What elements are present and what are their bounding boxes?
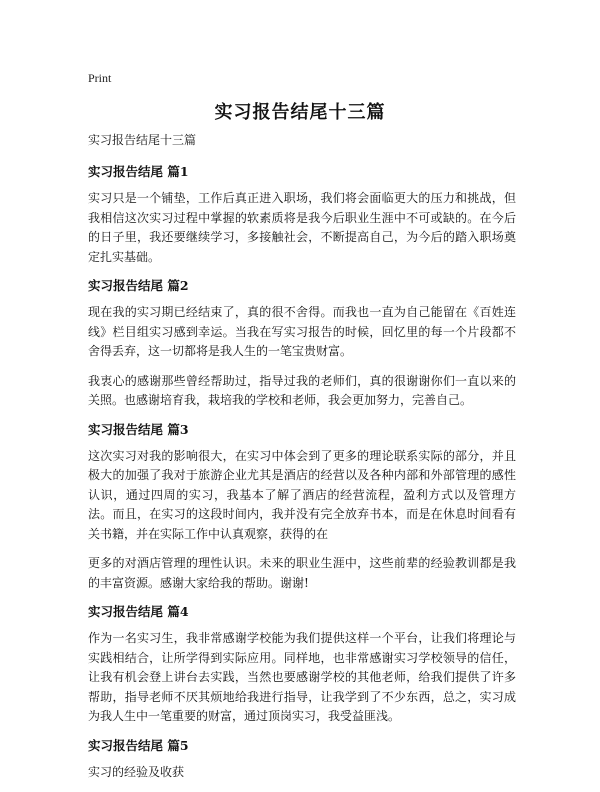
paragraph: 我衷心的感谢那些曾经帮助过，指导过我的老师们，真的很谢谢你们一直以来的关照。也感谢培育我，栽培我的学校和老师，我会更加努力，完善自己。 (88, 373, 516, 407)
paragraph: 实习的经验及收获 (88, 764, 185, 779)
section-4 (88, 603, 516, 727)
paragraph: 作为一名实习生，我非常感谢学校能为我们提供这样一个平台，让我们将理论与实践相结合，让所学得到实际应用。同样地，也非常感谢实习学校领导的信任，让我有机会登上讲台去实践，当然也要感谢学校的其他老师，给我们提供了许多帮助，指导老师不厌其烦地给我进行指导，让我学到了不少东西，总之，实习成为我人生中一笔重要的财富，通过顶岗实习，我受益匪浅。 (88, 631, 516, 723)
section-5 (88, 737, 516, 783)
paragraph: 现在我的实习期已经结束了，真的很不舍得。而我也一直为自己能留在《百姓连线》栏目组实习感到幸运。当我在写实习报告的时候，回忆里的每一个片段都不舍得丢弃，这一切都将是我人生的一笔宝贵财富。 (88, 305, 516, 358)
paragraph: 实习只是一个铺垫，工作后真正进入职场，我们将会面临更大的压力和挑战，但我相信这次实习过程中掌握的软素质将是我今后职业生涯中不可或缺的。在今后的日子里，我还要继续学习，多接触社会，不断提高自己，为今后的踏入职场奠定扎实基础。 (88, 191, 516, 264)
document-body (88, 131, 516, 792)
section-heading: 实习报告结尾 篇2 (88, 278, 189, 293)
paragraph: 这次实习对我的影响很大，在实习中体会到了更多的理论联系实际的部分，并且极大的加强了我对于旅游企业尤其是酒店的经营以及各种内部和外部管理的感性认识，通过四周的实习，我基本了解了酒店的经营流程，盈利方式以及管理方法。而且，在实习的这段时间内，我并没有完全放弃书本，而是在休息时间看有关书籍，并在实际工作中认真观察，获得的在 (88, 448, 516, 541)
section-1 (88, 163, 516, 267)
document-subtitle: 实习报告结尾十三篇 (88, 133, 197, 147)
paragraph: 更多的对酒店管理的理性认识。未来的职业生涯中，这些前辈的经验教训都是我的丰富资源。感谢大家给我的帮助。谢谢! (88, 556, 516, 590)
section-3 (88, 421, 516, 594)
section-2 (88, 277, 516, 411)
section-heading: 实习报告结尾 篇4 (88, 604, 189, 619)
section-heading: 实习报告结尾 篇1 (88, 164, 189, 179)
page-title: 实习报告结尾十三篇 (214, 102, 386, 123)
section-heading: 实习报告结尾 篇3 (88, 421, 189, 437)
print-link[interactable]: Print (88, 71, 112, 85)
section-heading: 实习报告结尾 篇5 (88, 737, 189, 753)
